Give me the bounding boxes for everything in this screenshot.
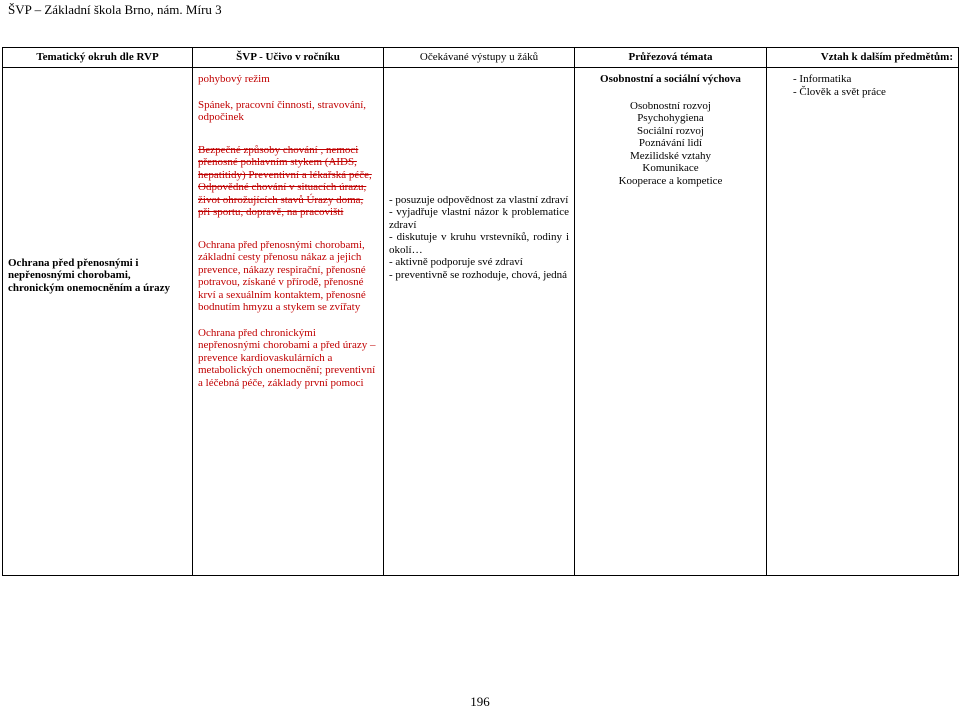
outcome-item: - diskutuje v kruhu vrstevníků, rodiny i okolí… bbox=[389, 231, 569, 256]
topic-text: Ochrana před přenosnými i nepřenosnými chorobami, chronickým onemocněním a úrazy bbox=[8, 256, 171, 294]
cross-topic-item: Psychohygiena bbox=[637, 112, 704, 124]
subject-matter-block-2: Spánek, pracovní činnosti, stravování, odpočinek bbox=[198, 98, 367, 123]
cross-topic-item: Mezilidské vztahy bbox=[630, 149, 711, 162]
cross-topic-item: Kooperace a kompetice bbox=[618, 174, 723, 187]
column-header-outcomes: Očekávané výstupy u žáků bbox=[384, 48, 575, 68]
page-header: ŠVP – Základní škola Brno, nám. Míru 3 bbox=[8, 2, 222, 17]
outcomes-cell bbox=[384, 68, 575, 576]
outcomes-list bbox=[389, 193, 569, 324]
table-row bbox=[3, 68, 959, 576]
cross-topic-item: Poznávání lidí bbox=[638, 137, 703, 149]
column-header-relations: Vztah k dalším předmětům: bbox=[767, 48, 959, 68]
cross-topic-item: Komunikace bbox=[642, 162, 699, 174]
cross-topic-item: Osobnostní rozvoj bbox=[630, 99, 711, 112]
relations-cell bbox=[767, 68, 959, 576]
subject-matter-block-3: Bezpečné způsoby chování , nemoci přenosné pohlavním stykem (AIDS, hepatitidy) Preventivní a lékařská péče, Odpovědné chování v situacích úrazu, život ohrožujících stavů Úrazy doma, při sportu, dopravě, na pracovišti bbox=[198, 143, 372, 218]
relation-item: - Člověk a svět práce bbox=[793, 85, 886, 98]
column-header-subject-matter: ŠVP - Učivo v ročníku bbox=[193, 48, 384, 68]
curriculum-table bbox=[2, 47, 959, 576]
outcome-item: - posuzuje odpovědnost za vlastní zdraví bbox=[389, 193, 569, 206]
cross-topics-cell bbox=[575, 68, 767, 576]
table-header-row bbox=[3, 48, 959, 68]
subject-matter-block-4: Ochrana před přenosnými chorobami, základní cesty přenosu nákaz a jejich prevence, nákazy respirační, přenosné potravou, získané v přírodě, přenosné krví a sexuálním kontaktem, přenosné bodnutím hmyzu a stykem se zvířaty bbox=[198, 238, 366, 313]
subject-matter-block-5: Ochrana před chronickými nepřenosnými chorobami a před úrazy – prevence kardiovaskulárních a metabolických onemocnění; preventivní a léčebná péče, základy první pomoci bbox=[198, 326, 376, 389]
topic-cell bbox=[3, 68, 193, 576]
outcome-item: - vyjadřuje vlastní názor k problematice zdraví bbox=[389, 206, 569, 231]
page-number: 196 bbox=[470, 694, 490, 709]
column-header-topic: Tematický okruh dle RVP bbox=[3, 48, 193, 68]
cross-topic-item: Sociální rozvoj bbox=[637, 124, 704, 137]
outcome-item: - preventivně se rozhoduje, chová, jedná bbox=[389, 268, 568, 281]
subject-matter-block-1: pohybový režim bbox=[198, 73, 270, 85]
cross-topic-title: Osobnostní a sociální výchova bbox=[600, 73, 741, 85]
relation-item: - Informatika bbox=[793, 73, 852, 85]
column-header-cross-topics: Průřezová témata bbox=[575, 48, 767, 68]
outcome-item: - aktivně podporuje své zdraví bbox=[389, 256, 523, 269]
subject-matter-cell bbox=[193, 68, 384, 576]
